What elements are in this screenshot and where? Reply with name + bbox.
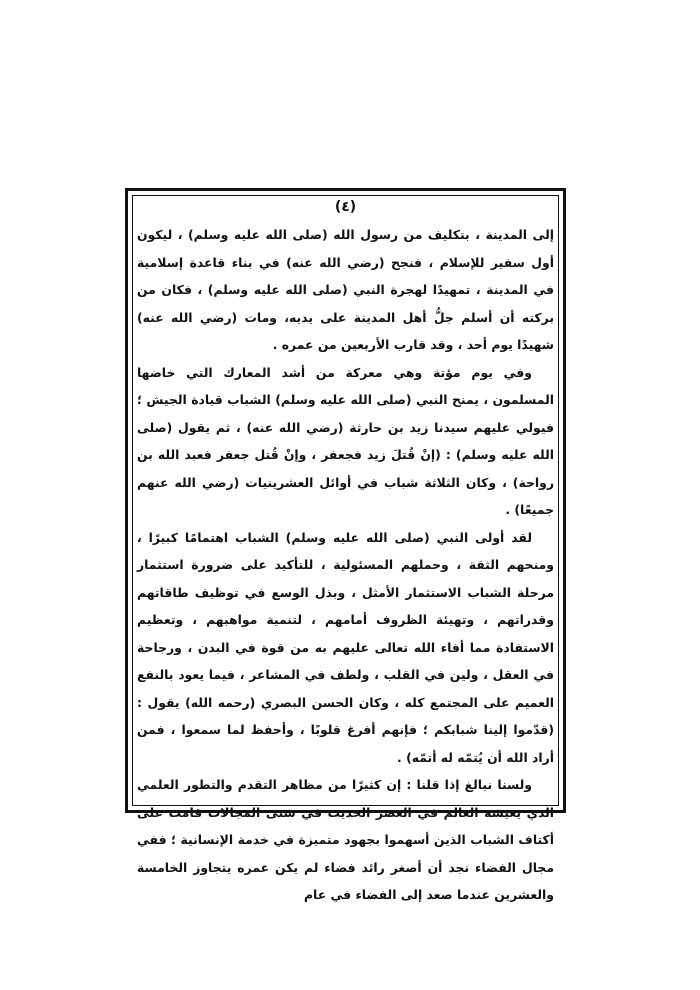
page-body-text	[137, 221, 554, 909]
page-number: (٤)	[334, 199, 357, 215]
page-border-frame	[125, 188, 566, 902]
paragraph-4: ولسنا نبالغ إذا قلنا : إن كثيرًا من مظاهر التقدم والتطور العلمي الذي يعيشه العالم في العصر الحديث في شتى المجالات قامت على أكتاف الشباب الذين أسهموا بجهود متميزة في خدمة الإنسانية ؛ ففي مجال الفضاء نجد أن أصغر رائد فضاء لم يكن عمره يتجاوز الخامسة والعشرين عندما صعد إلى الفضاء في عام	[137, 777, 554, 902]
paragraph-1: إلى المدينة ، بتكليف من رسول الله (صلى الله عليه وسلم) ، ليكون أول سفير للإسلام ، فنجح (رضي الله عنه) في بناء قاعدة إسلامية في المدينة ، تمهيدًا لهجرة النبي (صلى الله عليه وسلم) ، فكان من بركته أن أسلم جلُّ أهل المدينة على يديه، ومات (رضي الله عنه) شهيدًا يوم أحد ، وقد قارب الأربعين من عمره .	[137, 227, 554, 352]
paragraph-3: لقد أولى النبي (صلى الله عليه وسلم) الشباب اهتمامًا كبيرًا ، ومنحهم الثقة ، وحملهم المسئولية ، للتأكيد على ضرورة استثمار مرحلة الشباب الاستثمار الأمثل ، وبذل الوسع في توظيف طاقاتهم وقدراتهم ، وتهيئة الظروف أمامهم ، لتنمية مواهبهم ، وتعظيم الاستفادة مما أفاء الله تعالى عليهم به من قوة في البدن ، ورجاحة في العقل ، ولين في القلب ، ولطف في المشاعر ، فيما يعود بالنفع العميم على المجتمع كله ، وكان الحسن البصري (رحمه الله) يقول : (قدّموا إلينا شبابكم ؛ فإنهم أفرغ قلوبًا ، وأحفظ لما سمعوا ، فمن أراد الله أن يُتمّه له أتمّه) .	[137, 529, 554, 765]
paragraph-2: وفي يوم مؤتة وهي معركة من أشد المعارك التي خاضها المسلمون ، يمنح النبي (صلى الله عليه وسلم) الشباب قيادة الجيش ؛ فيولي عليهم سيدنا زيد بن حارثة (رضي الله عنه) ، ثم يقول (صلى الله عليه وسلم) : (إنْ قُتلَ زيد فجعفر ، وإنْ قُتل جعفر فعبد الله بن رواحة) ، وكان الثلاثة شباب في أوائل العشرينيات (رضي الله عنهم جميعًا) .	[137, 364, 554, 517]
